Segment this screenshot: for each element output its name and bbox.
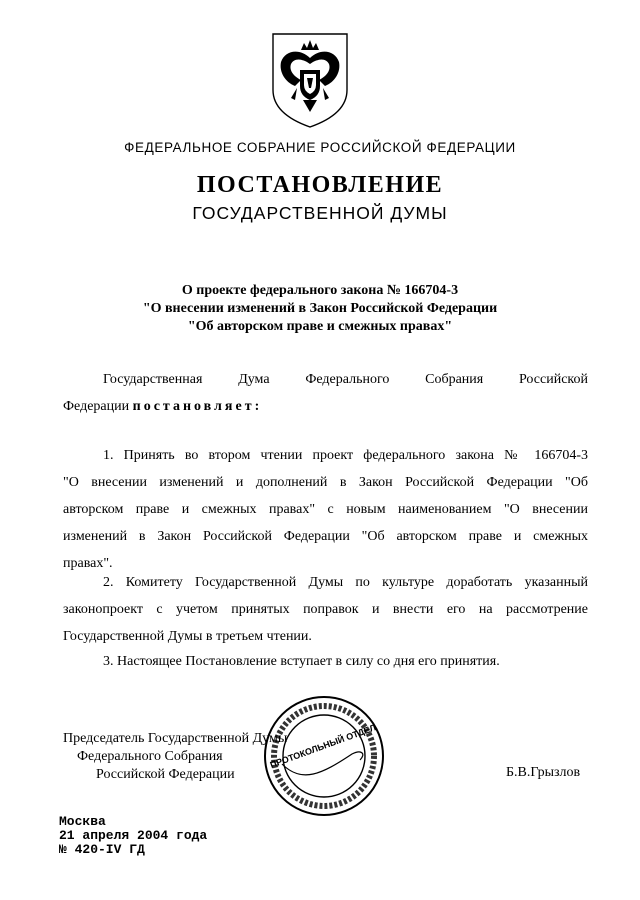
paragraph-text: Федерации bbox=[63, 399, 130, 414]
document-type: ПОСТАНОВЛЕНИЕ bbox=[196, 172, 444, 198]
paragraph-line: авторском праве и смежных правах" с новым наименованием "О внесении bbox=[63, 502, 588, 517]
paragraph-line: 1. Принять во втором чтении проект федерального закона № 166704-3 bbox=[103, 448, 588, 463]
paragraph-line: "О внесении изменений и дополнений в Закон Российской Федерации "Об bbox=[63, 475, 588, 490]
paragraph-1 bbox=[63, 442, 588, 577]
paragraph-line: 3. Настоящее Постановление вступает в силу со дня его принятия. bbox=[103, 654, 500, 669]
subject-line: О проекте федерального закона № 166704-3 bbox=[181, 283, 459, 298]
footer-date: 21 апреля 2004 года bbox=[59, 828, 208, 843]
paragraph-2 bbox=[63, 569, 588, 650]
paragraph-line: 2. Комитету Государственной Думы по культуре доработать указанный bbox=[103, 575, 588, 590]
paragraph-line: Государственная Дума Федерального Собрания Российской bbox=[103, 372, 588, 387]
paragraph-line: Государственной Думы в третьем чтении. bbox=[63, 629, 312, 644]
official-stamp bbox=[262, 694, 386, 818]
paragraph-line: изменений в Закон Российской Федерации "Об авторском праве и смежных bbox=[63, 529, 588, 544]
document-subject bbox=[0, 282, 640, 336]
document-issuer: ГОСУДАРСТВЕННОЙ ДУМЫ bbox=[192, 203, 448, 223]
resolution-keyword: постановляет: bbox=[132, 399, 263, 414]
paragraph-line: правах". bbox=[63, 556, 113, 571]
intro-paragraph bbox=[63, 366, 588, 420]
subject-line: "О внесении изменений в Закон Российской Федерации bbox=[142, 301, 498, 316]
paragraph-line: законопроект с учетом принятых поправок и внести его на рассмотрение bbox=[63, 602, 588, 617]
subject-line: "Об авторском праве и смежных правах" bbox=[187, 319, 453, 334]
signatory-name: Б.В.Грызлов bbox=[506, 765, 581, 780]
footer-city: Москва bbox=[59, 814, 106, 829]
organization-name: ФЕДЕРАЛЬНОЕ СОБРАНИЕ РОССИЙСКОЙ ФЕДЕРАЦИИ bbox=[124, 140, 516, 155]
position-line: Председатель Государственной Думы bbox=[63, 731, 288, 746]
paragraph-3 bbox=[63, 648, 588, 675]
paragraph-line bbox=[63, 393, 588, 420]
document-footer bbox=[59, 815, 207, 857]
position-line: Российской Федерации bbox=[96, 767, 235, 782]
position-line: Федерального Собрания bbox=[77, 749, 223, 764]
footer-number: № 420-IV ГД bbox=[59, 842, 145, 857]
stamp-text: ПРОТОКОЛЬНЫЙ ОТДЕЛ bbox=[268, 722, 378, 771]
russian-coat-of-arms-icon bbox=[267, 30, 353, 130]
